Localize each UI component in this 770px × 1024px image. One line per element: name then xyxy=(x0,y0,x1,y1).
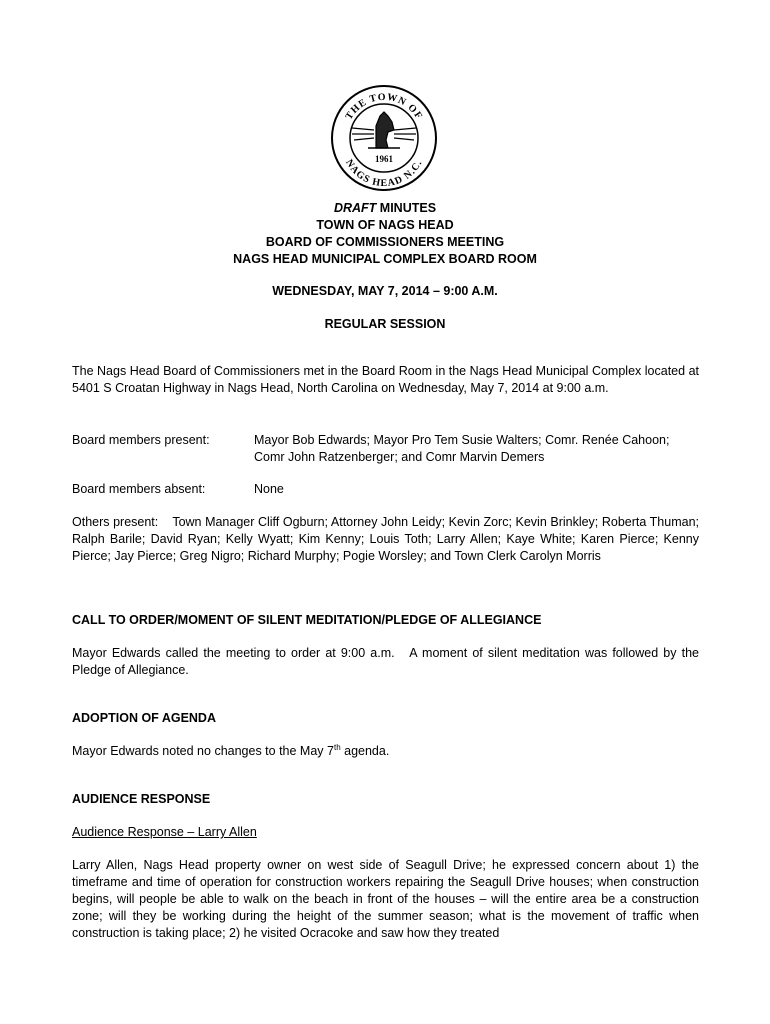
title-line xyxy=(0,200,770,217)
others-present-paragraph: Others present: Town Manager Cliff Ogburn; Attorney John Leidy; Kevin Zorc; Kevin Brinkley; Roberta Thuman; Ralph Barile; David Ryan; Kelly Wyatt; Kim Kenny; Louis Toth; Larry Allen; Kaye White; Karen Pierce; Kenny Pierce; Jay Pierce; Greg Nigro; Richard Murphy; Pogie Worsley; and Town Clerk Carolyn Morris xyxy=(72,515,703,563)
board-absent-value: None xyxy=(254,482,284,496)
intro-paragraph: The Nags Head Board of Commissioners met in the Board Room in the Nags Head Municipal Complex located at 5401 S Croatan Highway in Nags Head, North Carolina on Wednesday, May 7, 2014 at 9:00 a.m. xyxy=(72,364,699,395)
audience-response-heading: AUDIENCE RESPONSE xyxy=(72,792,211,806)
session-type: REGULAR SESSION xyxy=(324,317,446,331)
town-name: TOWN OF NAGS HEAD xyxy=(316,218,454,232)
board-present-value: Mayor Bob Edwards; Mayor Pro Tem Susie Walters; Comr. Renée Cahoon; Comr John Ratzenberger; and Comr Marvin Demers xyxy=(254,433,670,464)
agenda-superscript: th xyxy=(333,742,341,752)
seal-top-text: THE TOWN OF xyxy=(343,91,425,122)
audience-response-text: Larry Allen, Nags Head property owner on west side of Seagull Drive; he expressed concern about 1) the timeframe and time of operation for construction workers repairing the Seagull Drive houses; when construction begins, will people be able to walk on the beach in front of the houses – will the entire area be a construction zone; will they be working during the height of the summer season; what is the movement of traffic when construction is taking place; 2) he visited Ocracoke and saw how they treated xyxy=(72,858,699,940)
draft-label: DRAFT xyxy=(333,201,377,215)
call-to-order-text: Mayor Edwards called the meeting to order at 9:00 a.m. A moment of silent meditation was followed by the Pledge of Allegiance. xyxy=(72,646,703,677)
meeting-datetime: WEDNESDAY, MAY 7, 2014 – 9:00 A.M. xyxy=(272,284,498,298)
town-seal-logo xyxy=(328,82,440,194)
agenda-text xyxy=(72,743,699,760)
agenda-text-before: Mayor Edwards noted no changes to the May 7 xyxy=(72,744,334,758)
seal-bottom-text: NAGS HEAD N.C. xyxy=(343,157,425,190)
agenda-heading: ADOPTION OF AGENDA xyxy=(72,711,216,725)
board-absent-label: Board members absent: xyxy=(72,482,206,496)
horse-head-icon xyxy=(352,112,416,148)
agenda-text-after: agenda. xyxy=(340,744,390,758)
document-header xyxy=(0,200,770,268)
board-present-label: Board members present: xyxy=(72,433,210,447)
audience-response-subheading: Audience Response – Larry Allen xyxy=(72,825,257,839)
meeting-name: BOARD OF COMMISSIONERS MEETING xyxy=(265,235,505,249)
minutes-label: MINUTES xyxy=(376,201,437,215)
seal-year: 1961 xyxy=(375,154,393,164)
meeting-location: NAGS HEAD MUNICIPAL COMPLEX BOARD ROOM xyxy=(233,252,537,266)
call-to-order-heading: CALL TO ORDER/MOMENT OF SILENT MEDITATION/PLEDGE OF ALLEGIANCE xyxy=(72,613,542,627)
